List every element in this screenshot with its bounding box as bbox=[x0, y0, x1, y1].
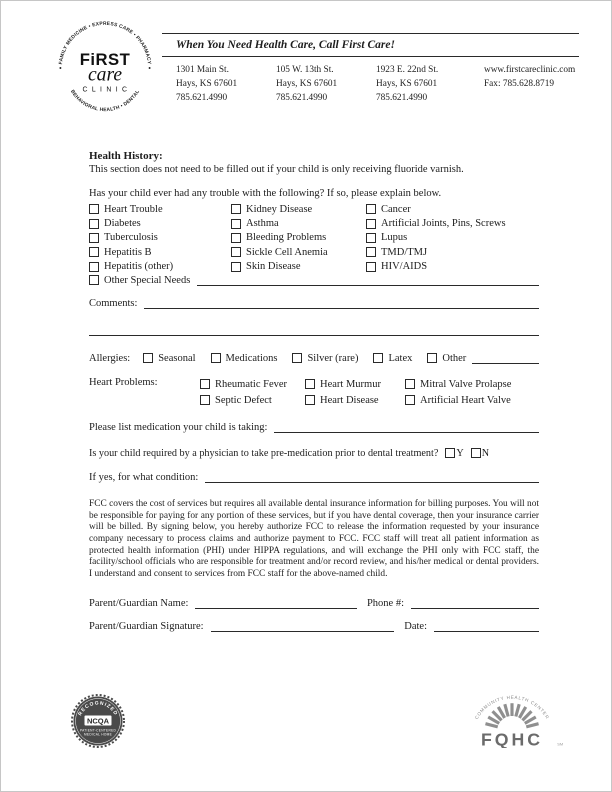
ncqa-recognition-seal bbox=[71, 694, 125, 753]
header-right bbox=[162, 33, 579, 106]
condition-hiv-aids bbox=[366, 260, 539, 274]
ncqa-subtext-1: PATIENT-CENTERED bbox=[79, 728, 117, 733]
condition-checkbox[interactable] bbox=[89, 219, 99, 229]
heart-artificial-valve bbox=[405, 393, 539, 408]
condition-label: Heart Trouble bbox=[104, 203, 163, 215]
web-contact bbox=[484, 64, 575, 106]
section-title: Health History: bbox=[89, 150, 163, 162]
location-3 bbox=[376, 64, 484, 106]
condition-checkbox[interactable] bbox=[231, 204, 241, 214]
heart-problems-block bbox=[89, 377, 539, 408]
heart-label: Heart Murmur bbox=[320, 378, 381, 390]
condition-checkbox[interactable] bbox=[366, 247, 376, 257]
comments-label: Comments: bbox=[89, 297, 138, 309]
condition-hepatitis-other bbox=[89, 260, 231, 274]
logo-ring-top-text: FAMILY MEDICINE • EXPRESS CARE • PHARMACY bbox=[59, 21, 152, 65]
location-1-street: 1301 Main St. bbox=[176, 65, 229, 75]
first-care-logo-graphic bbox=[56, 19, 154, 117]
location-1-city: Hays, KS 67601 bbox=[176, 78, 238, 89]
allergy-label: Medications bbox=[225, 352, 278, 364]
condition-label: Asthma bbox=[246, 218, 279, 230]
tagline: When You Need Health Care, Call First Care! bbox=[162, 33, 579, 57]
fqhc-arc-text: COMMUNITY HEALTH CENTER bbox=[473, 694, 551, 721]
condition-checkbox[interactable] bbox=[366, 262, 376, 272]
logo-wordmark-care: care bbox=[87, 64, 123, 86]
consent-paragraph: FCC covers the cost of services but requires all available dental insurance information for billing purposes. You will not be responsible for paying for any portion of these services, but if you have dental coverage, then your insurance carrier will be billed. By signing below, you hereby authorize FCC to release the information requested by your insurance company necessary to process claims and authorize payment to FCC. FCC staff will treat all patient information as protected health information (PHI) under HIPPA regulations, and will exchange the PHI only with FCC staff, the facility/school officials who are responsible for treatment and/or record review, and his/her medical or dental providers. I understand and consent to services from FCC staff for the above-named child. bbox=[89, 498, 539, 579]
allergy-checkbox[interactable] bbox=[143, 353, 153, 363]
premedication-question: Is your child required by a physician to take pre-medication prior to dental treatment? bbox=[89, 447, 439, 459]
fqhc-logo bbox=[453, 684, 571, 753]
footer bbox=[71, 684, 571, 753]
allergy-checkbox[interactable] bbox=[373, 353, 383, 363]
condition-label: Hepatitis B bbox=[104, 246, 152, 258]
medication-row bbox=[89, 422, 539, 433]
logo-ring-dot-right bbox=[149, 67, 151, 69]
fqhc-sm-mark: SM bbox=[557, 741, 564, 747]
condition-checkbox[interactable] bbox=[89, 204, 99, 214]
condition-tmd-tmj bbox=[366, 245, 539, 259]
condition-label: Cancer bbox=[381, 203, 411, 215]
other-special-needs-line[interactable] bbox=[197, 283, 539, 286]
heart-rheumatic-fever bbox=[200, 377, 305, 392]
condition-label: Sickle Cell Anemia bbox=[246, 246, 328, 258]
allergy-medications bbox=[211, 353, 278, 364]
condition-kidney-disease bbox=[231, 202, 366, 216]
ncqa-seal-graphic bbox=[71, 694, 125, 748]
heart-checkbox[interactable] bbox=[305, 395, 315, 405]
location-2-city: Hays, KS 67601 bbox=[276, 78, 338, 89]
allergy-checkbox[interactable] bbox=[427, 353, 437, 363]
medication-line[interactable] bbox=[274, 430, 539, 433]
premedication-row bbox=[89, 448, 539, 459]
heart-label: Heart Disease bbox=[320, 394, 379, 406]
location-2 bbox=[276, 64, 376, 106]
parent-signature-label: Parent/Guardian Signature: bbox=[89, 620, 204, 632]
allergy-other bbox=[427, 353, 466, 364]
condition-hepatitis-b bbox=[89, 245, 231, 259]
location-1 bbox=[176, 64, 276, 106]
heart-label: Rheumatic Fever bbox=[215, 378, 288, 390]
condition-heart-trouble bbox=[89, 202, 231, 216]
location-3-phone: 785.621.4990 bbox=[376, 92, 428, 103]
premedication-no bbox=[471, 448, 489, 459]
medication-label: Please list medication your child is taking: bbox=[89, 421, 268, 433]
premed-yes-checkbox[interactable] bbox=[445, 448, 455, 458]
phone-line[interactable] bbox=[411, 606, 539, 609]
allergy-label: Other bbox=[442, 352, 467, 364]
allergy-checkbox[interactable] bbox=[292, 353, 302, 363]
allergy-label: Silver (rare) bbox=[307, 352, 359, 364]
heart-mitral-valve-prolapse bbox=[405, 377, 539, 392]
allergy-other-line[interactable] bbox=[472, 361, 539, 364]
allergy-label: Seasonal bbox=[158, 352, 196, 364]
premedication-yes bbox=[445, 448, 463, 459]
phone-label: Phone #: bbox=[366, 597, 404, 609]
comments-line-1[interactable] bbox=[144, 306, 539, 309]
condition-checkbox[interactable] bbox=[231, 262, 241, 272]
condition-row bbox=[89, 472, 539, 483]
allergy-label: Latex bbox=[388, 352, 413, 364]
parent-signature-line[interactable] bbox=[211, 629, 395, 632]
date-line[interactable] bbox=[434, 629, 539, 632]
heart-label: Artificial Heart Valve bbox=[420, 394, 511, 406]
condition-artificial-joints bbox=[366, 216, 539, 230]
condition-label: Skin Disease bbox=[246, 261, 301, 273]
condition-checkbox[interactable] bbox=[366, 219, 376, 229]
fqhc-logo-graphic bbox=[453, 684, 571, 748]
logo-wordmark-clinic: CLINIC bbox=[82, 86, 132, 94]
condition-checkbox[interactable] bbox=[366, 204, 376, 214]
condition-sickle-cell-anemia bbox=[231, 245, 366, 259]
condition-label: Artificial Joints, Pins, Screws bbox=[381, 218, 506, 230]
condition-line[interactable] bbox=[205, 480, 539, 483]
condition-checkbox[interactable] bbox=[89, 262, 99, 272]
heart-checkbox[interactable] bbox=[200, 379, 210, 389]
ncqa-subtext-2: MEDICAL HOME bbox=[83, 732, 113, 737]
condition-checkbox[interactable] bbox=[231, 247, 241, 257]
other-special-needs-row bbox=[89, 275, 539, 286]
fax-number: Fax: 785.628.8719 bbox=[484, 78, 554, 89]
premed-yes-label: Y bbox=[456, 447, 464, 459]
location-2-phone: 785.621.4990 bbox=[276, 92, 328, 103]
logo-ring-bottom-text: BEHAVIORAL HEALTH • DENTAL bbox=[69, 89, 141, 114]
condition-cancer bbox=[366, 202, 539, 216]
condition-label: Bleeding Problems bbox=[246, 232, 327, 244]
heart-checkbox[interactable] bbox=[200, 395, 210, 405]
condition-label: Kidney Disease bbox=[246, 203, 313, 215]
heart-problems-label: Heart Problems: bbox=[89, 376, 158, 388]
condition-checkbox[interactable] bbox=[231, 219, 241, 229]
condition-label: Diabetes bbox=[104, 218, 141, 230]
comments-row bbox=[89, 298, 539, 309]
date-label: Date: bbox=[404, 620, 427, 632]
heart-septic-defect bbox=[200, 393, 305, 408]
condition-diabetes bbox=[89, 216, 231, 230]
condition-label-text: If yes, for what condition: bbox=[89, 471, 199, 483]
condition-bleeding-problems bbox=[231, 231, 366, 245]
name-phone-row bbox=[89, 598, 539, 609]
conditions-grid bbox=[89, 202, 539, 274]
allergies-row bbox=[89, 353, 539, 364]
header bbox=[56, 17, 579, 122]
allergy-seasonal bbox=[143, 353, 195, 364]
other-special-needs-checkbox[interactable] bbox=[89, 275, 99, 285]
first-care-logo bbox=[56, 19, 154, 122]
parent-name-label: Parent/Guardian Name: bbox=[89, 597, 189, 609]
heart-problems-grid bbox=[200, 377, 539, 408]
condition-label: Hepatitis (other) bbox=[104, 261, 174, 273]
location-2-street: 105 W. 13th St. bbox=[276, 65, 334, 75]
other-special-needs-label: Other Special Needs bbox=[104, 274, 191, 286]
heart-label: Septic Defect bbox=[215, 394, 272, 406]
premed-no-label: N bbox=[481, 447, 490, 459]
fqhc-sunburst bbox=[485, 703, 538, 727]
fqhc-name: FQHC bbox=[481, 729, 543, 748]
condition-checkbox[interactable] bbox=[89, 233, 99, 243]
condition-label: TMD/TMJ bbox=[381, 246, 428, 258]
condition-lupus bbox=[366, 231, 539, 245]
location-3-city: Hays, KS 67601 bbox=[376, 78, 438, 89]
condition-checkbox[interactable] bbox=[89, 247, 99, 257]
logo-wordmark-first: FiRST bbox=[79, 50, 131, 70]
ncqa-name: NCQA bbox=[86, 716, 110, 726]
heart-checkbox[interactable] bbox=[405, 379, 415, 389]
location-1-phone: 785.621.4990 bbox=[176, 92, 228, 103]
heart-disease bbox=[305, 393, 405, 408]
allergy-latex bbox=[373, 353, 412, 364]
condition-asthma bbox=[231, 216, 366, 230]
location-3-street: 1923 E. 22nd St. bbox=[376, 65, 439, 75]
condition-checkbox[interactable] bbox=[231, 233, 241, 243]
comments-line-2[interactable] bbox=[89, 335, 539, 336]
heart-checkbox[interactable] bbox=[405, 395, 415, 405]
heart-checkbox[interactable] bbox=[305, 379, 315, 389]
locations bbox=[162, 57, 579, 106]
condition-tuberculosis bbox=[89, 231, 231, 245]
ncqa-recognized-text: RECOGNIZED bbox=[77, 700, 119, 717]
conditions-question: Has your child ever had any trouble with the following? If so, please explain below. bbox=[89, 188, 442, 199]
website: www.firstcareclinic.com bbox=[484, 65, 576, 75]
heart-label: Mitral Valve Prolapse bbox=[420, 378, 512, 390]
premed-no-checkbox[interactable] bbox=[471, 448, 481, 458]
allergies-label: Allergies: bbox=[89, 352, 131, 364]
condition-label: HIV/AIDS bbox=[381, 261, 428, 273]
condition-label: Tuberculosis bbox=[104, 232, 158, 244]
heart-murmur bbox=[305, 377, 405, 392]
logo-ring-dot-left bbox=[59, 67, 61, 69]
signature-date-row bbox=[89, 621, 539, 632]
form-body bbox=[89, 150, 539, 632]
condition-label: Lupus bbox=[381, 232, 408, 244]
allergy-silver bbox=[292, 353, 358, 364]
section-subtitle: This section does not need to be filled out if your child is only receiving fluoride varnish. bbox=[89, 164, 464, 175]
parent-name-line[interactable] bbox=[195, 606, 357, 609]
condition-checkbox[interactable] bbox=[366, 233, 376, 243]
allergy-checkbox[interactable] bbox=[211, 353, 221, 363]
condition-skin-disease bbox=[231, 260, 366, 274]
